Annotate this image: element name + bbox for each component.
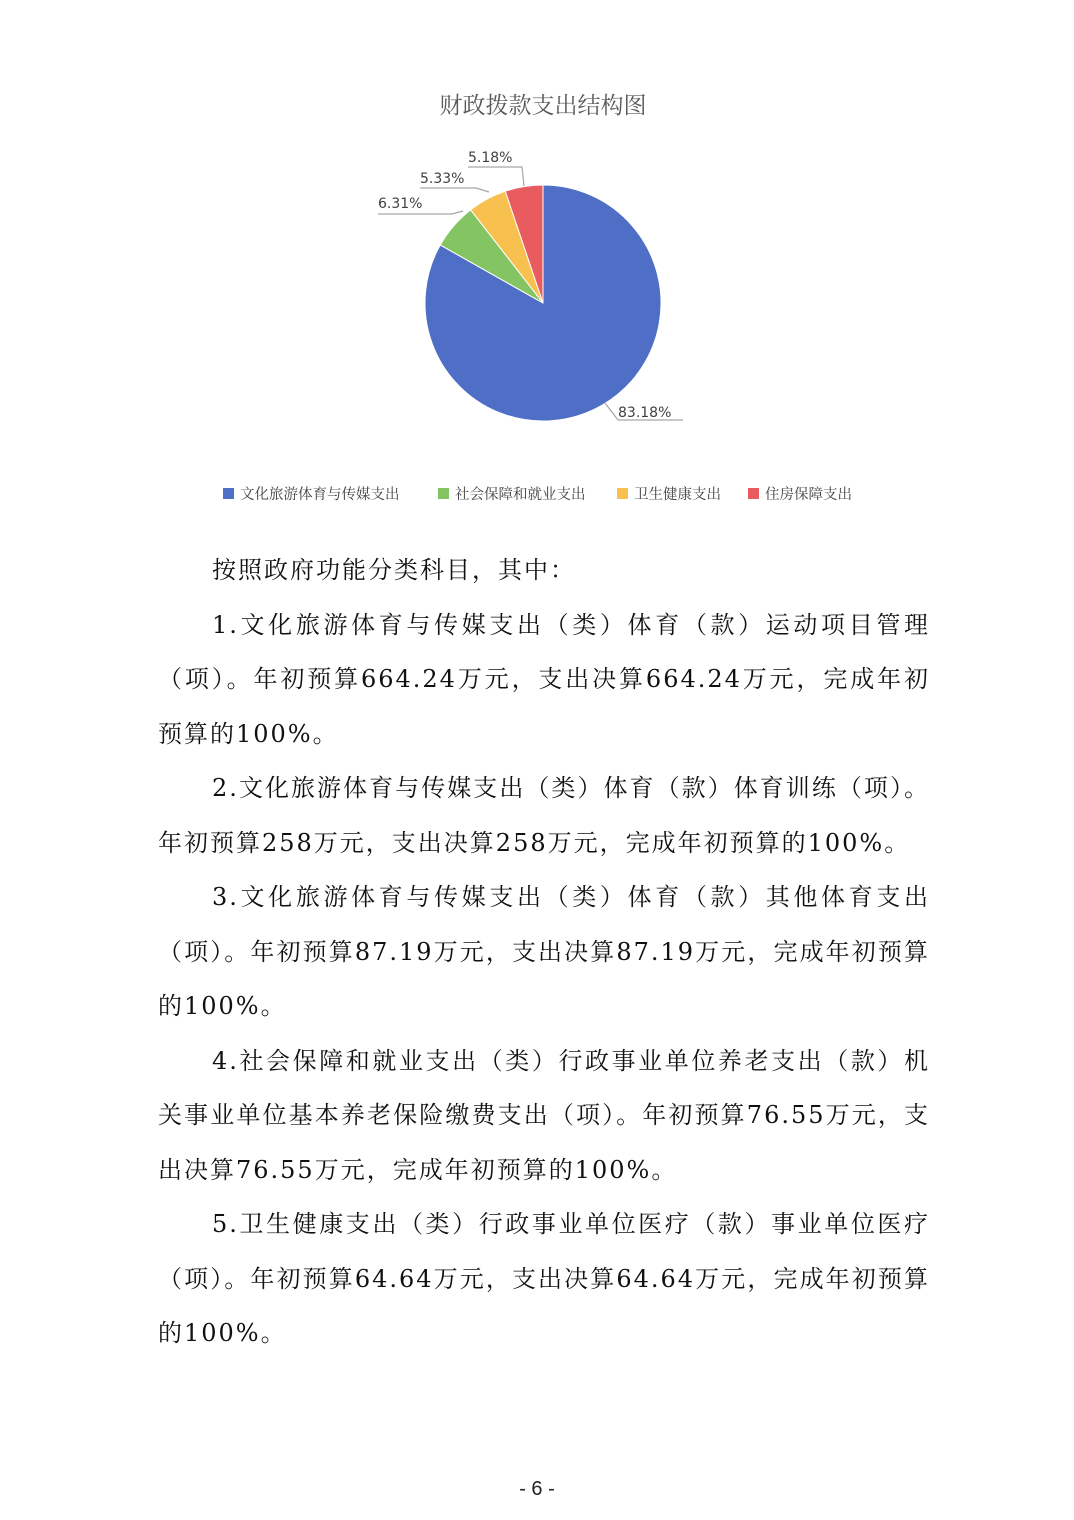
leader-line [468, 167, 524, 186]
page-number: - 6 - [519, 1478, 555, 1500]
data-label: 5.33% [420, 171, 465, 187]
item-paragraph-2: 2.文化旅游体育与传媒支出（类）体育（款）体育训练（项）。年初预算258万元，支出决算258万元，完成年初预算的100%。 [158, 774, 930, 857]
data-label: 5.18% [468, 150, 513, 166]
legend-label: 文化旅游体育与传媒支出 [240, 487, 400, 503]
item-paragraph-5: 5.卫生健康支出（类）行政事业单位医疗（款）事业单位医疗（项）。年初预算64.64万元，支出决算64.64万元，完成年初预算的100%。 [158, 1210, 930, 1347]
legend-label: 社会保障和就业支出 [455, 487, 586, 503]
data-label: 6.31% [378, 196, 423, 212]
data-label: 83.18% [618, 405, 672, 421]
item-paragraph-4: 4.社会保障和就业支出（类）行政事业单位养老支出（款）机关事业单位基本养老保险缴费支出（项）。年初预算76.55万元，支出决算76.55万元，完成年初预算的100%。 [158, 1046, 930, 1184]
body-text [158, 543, 930, 1361]
chart-title: 财政拨款支出结构图 [439, 93, 647, 119]
legend-item [438, 486, 586, 503]
legend-swatch [617, 488, 628, 499]
chart-legend [223, 485, 852, 503]
legend-label: 卫生健康支出 [634, 487, 721, 503]
legend-swatch [438, 488, 449, 499]
item-paragraph-1: 1.文化旅游体育与传媒支出（类）体育（款）运动项目管理（项）。年初预算664.24万元，支出决算664.24万元，完成年初预算的100%。 [158, 610, 930, 748]
legend-item [223, 485, 400, 503]
legend-label: 住房保障支出 [765, 487, 852, 503]
legend-swatch [748, 488, 759, 499]
pie-slices [425, 185, 661, 421]
legend-item [748, 486, 852, 503]
leader-line [420, 188, 489, 192]
item-paragraph-3: 3.文化旅游体育与传媒支出（类）体育（款）其他体育支出（项）。年初预算87.19万元，支出决算87.19万元，完成年初预算的100%。 [158, 883, 930, 1020]
intro-paragraph: 按照政府功能分类科目，其中： [212, 556, 576, 584]
pie-chart [0, 0, 1074, 520]
legend-item [617, 485, 721, 503]
legend-swatch [223, 488, 234, 499]
